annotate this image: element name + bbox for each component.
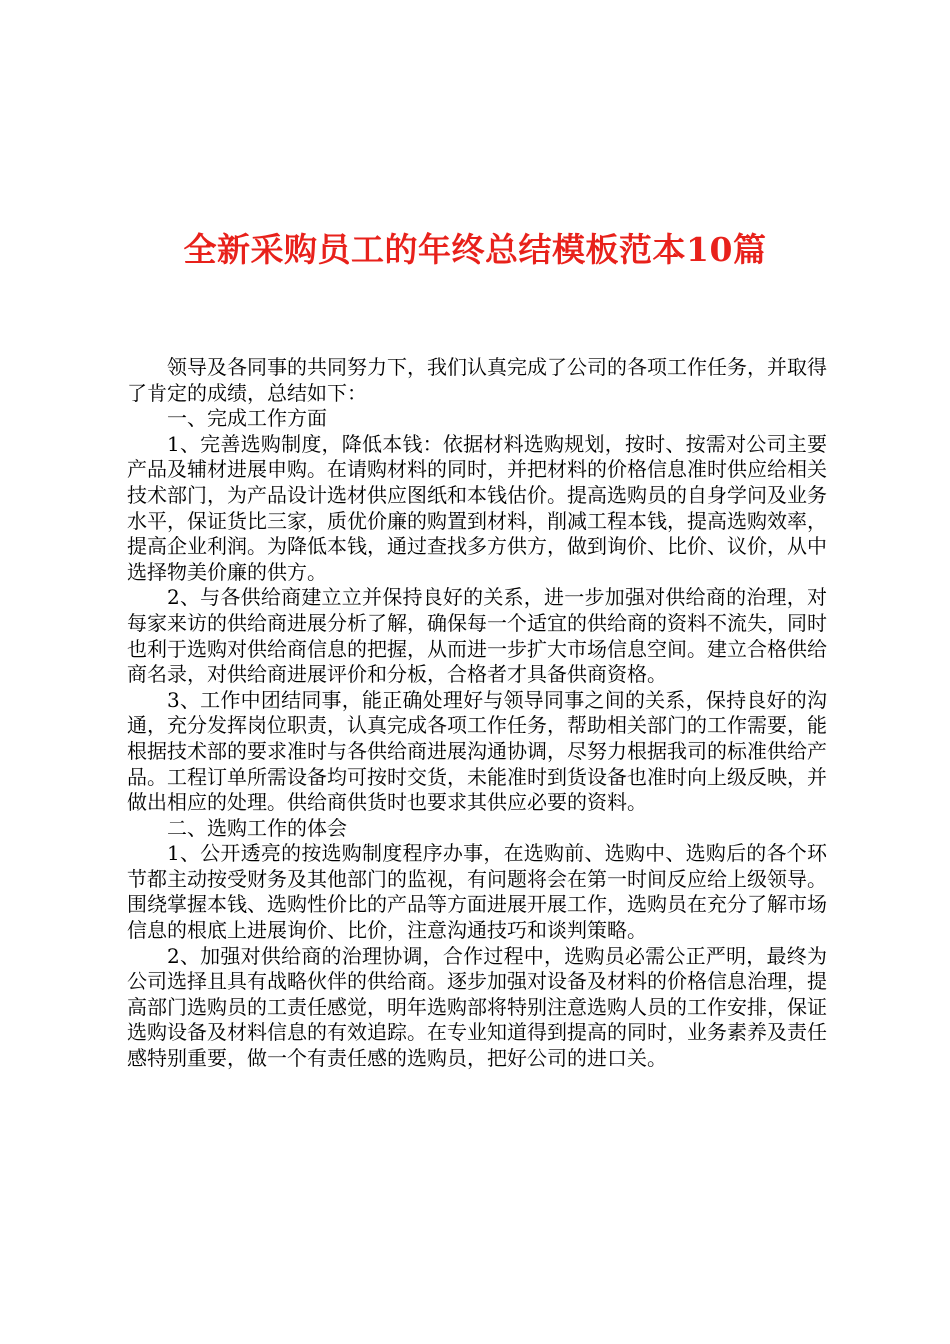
paragraph-intro: 领导及各同事的共同努力下，我们认真完成了公司的各项工作任务，并取得了肯定的成绩，总结如下： <box>127 355 827 405</box>
paragraph-2-1: 1、公开透亮的按选购制度程序办事，在选购前、选购中、选购后的各个环节都主动按受财务及其他部门的监视，有问题将会在第一时间反应给上级领导。围绕掌握本钱、选购性价比的产品等方面进展开展工作，选购员在充分了解市场信息的根底上进展询价、比价，注意沟通技巧和谈判策略。 <box>127 841 827 943</box>
paragraph-2-2: 2、加强对供给商的治理协调，合作过程中，选购员必需公正严明，最终为公司选择且具有战略伙伴的供给商。逐步加强对设备及材料的价格信息治理，提高部门选购员的工责任感觉，明年选购部将特别注意选购人员的工作安排，保证选购设备及材料信息的有效追踪。在专业知道得到提高的同时，业务素养及责任感特别重要，做一个有责任感的选购员，把好公司的进口关。 <box>127 943 827 1071</box>
document-title: 全新采购员工的年终总结模板范本10篇 <box>183 230 767 270</box>
section-heading-2: 二、选购工作的体会 <box>167 815 347 840</box>
paragraph-1-1: 1、完善选购制度，降低本钱：依据材料选购规划，按时、按需对公司主要产品及辅材进展申购。在请购材料的同时，并把材料的价格信息准时供应给相关技术部门，为产品设计选材供应图纸和本钱估价。提高选购员的自身学问及业务水平，保证货比三家，质优价廉的购置到材料，削减工程本钱，提高选购效率，提高企业利润。为降低本钱，通过查找多方供方，做到询价、比价、议价，从中选择物美价廉的供方。 <box>127 431 827 584</box>
section-heading-1: 一、完成工作方面 <box>167 406 327 431</box>
paragraph-1-2: 2、与各供给商建立立并保持良好的关系，进一步加强对供给商的治理，对每家来访的供给商进展分析了解，确保每一个适宜的供给商的资料不流失，同时也利于选购对供给商信息的把握，从而进一步扩大市场信息空间。建立合格供给商名录，对供给商进展评价和分板，合格者才具备供商资格。 <box>127 585 827 687</box>
paragraph-1-3: 3、工作中团结同事，能正确处理好与领导同事之间的关系，保持良好的沟通，充分发挥岗位职责，认真完成各项工作任务，帮助相关部门的工作需要，能根据技术部的要求准时与各供给商进展沟通协调，尽努力根据我司的标准供给产品。工程订单所需设备均可按时交货，未能准时到货设备也准时向上级反映，并做出相应的处理。供给商供货时也要求其供应必要的资料。 <box>127 687 827 815</box>
document-body <box>127 355 827 1072</box>
